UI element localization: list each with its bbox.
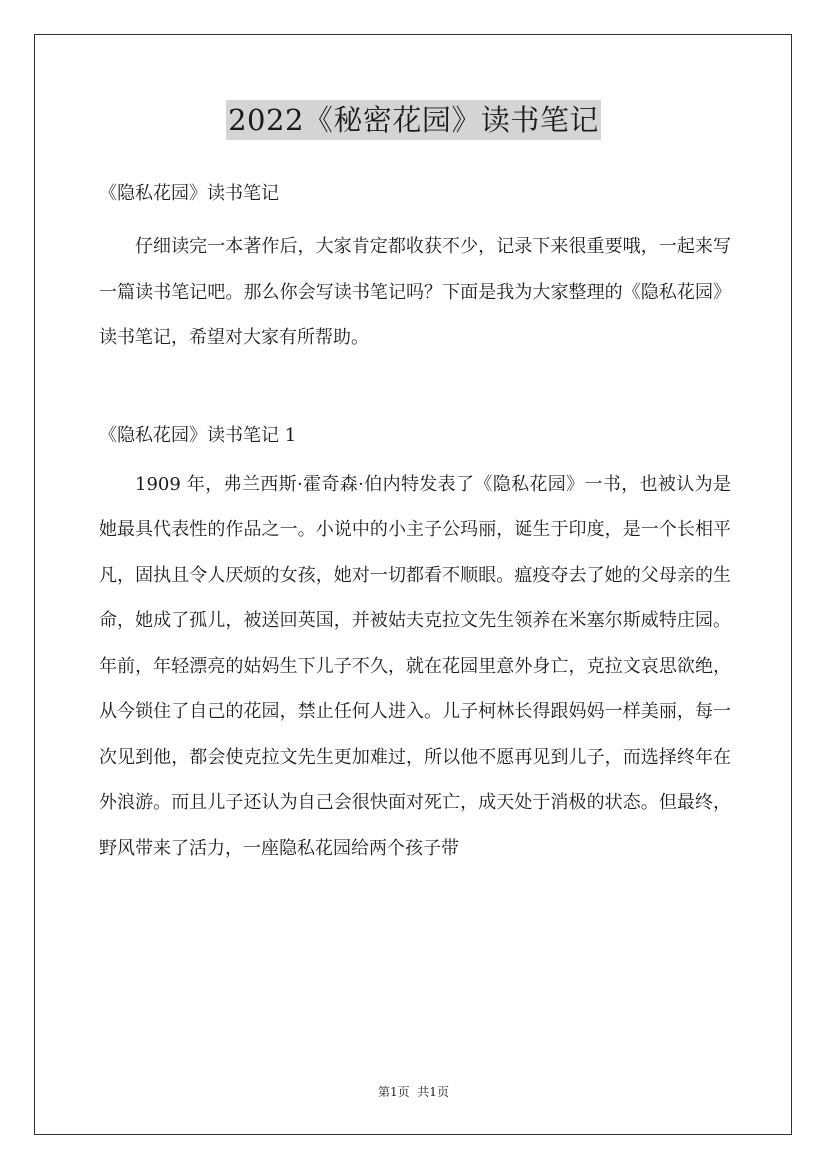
intro-paragraph: 仔细读完一本著作后，大家肯定都收获不少，记录下来很重要哦，一起来写一篇读书笔记吧。那么你会写读书笔记吗？下面是我为大家整理的《隐私花园》读书笔记，希望对大家有所帮助。 bbox=[99, 236, 731, 348]
section-heading: 《隐私花园》读书笔记 bbox=[99, 183, 279, 204]
document-title: 2022《秘密花园》读书笔记 bbox=[226, 100, 601, 140]
note1-paragraph: 1909 年，弗兰西斯·霍奇森·伯内特发表了《隐私花园》一书，也被认为是她最具代表性的作品之一。小说中的小主子公玛丽，诞生于印度，是一个长相平凡，固执且令人厌烦的女孩，她对一切都看不顺眼。瘟疫夺去了她的父母亲的生命，她成了孤儿，被送回英国，并被姑夫克拉文先生领养在米塞尔斯威特庄园。年前，年轻漂亮的姑妈生下儿子不久，就在花园里意外身亡，克拉文哀思欲绝，从今锁住了自己的花园，禁止任何人进入。儿子柯林长得跟妈妈一样美丽，每一次见到他，都会使克拉文先生更加难过，所以他不愿再见到儿子，而选择终年在外浪游。而且儿子还认为自己会很快面对死亡，成天处于消极的状态。但最终，野风带来了活力，一座隐私花园给两个孩子带 bbox=[99, 473, 731, 859]
page-footer: 第1页 共1页 bbox=[378, 1085, 449, 1099]
paragraph-spacer bbox=[99, 361, 731, 418]
document-body bbox=[99, 176, 731, 871]
note1-heading: 《隐私花园》读书笔记 1 bbox=[99, 424, 297, 446]
title-container bbox=[0, 100, 827, 140]
